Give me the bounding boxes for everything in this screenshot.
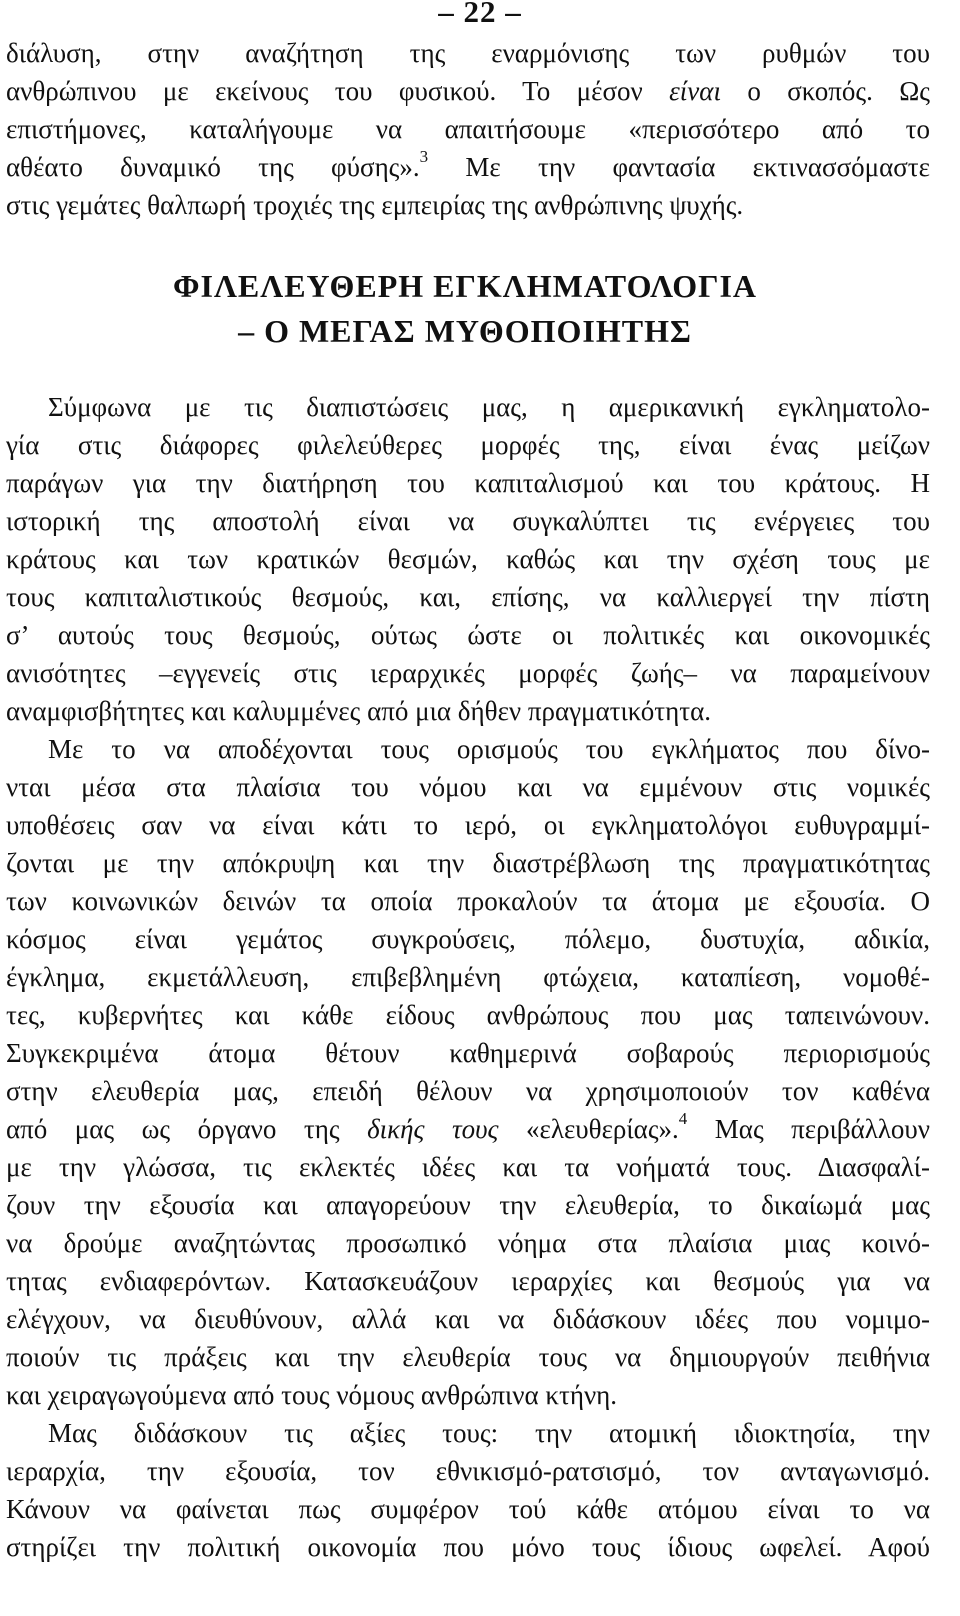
text-segment: Με την φαντασία εκτινασσόμαστε <box>428 152 931 182</box>
text-line: τητας ενδιαφερόντων. Κατασκευάζουν ιεραρχίες και θεσμούς για να <box>6 1266 930 1296</box>
text-line: στηρίζει την πολιτική οικονομία που μόνο τους ίδιους ωφελεί. Αφού <box>6 1532 930 1562</box>
text-line: σ’ αυτούς τους θεσμούς, ούτως ώστε οι πολιτικές και οικονομικές <box>6 620 930 650</box>
footnote-marker: 3 <box>419 147 429 166</box>
italic-text: δικής τους <box>367 1114 499 1144</box>
text-segment: από μας ως όργανο της <box>6 1114 368 1144</box>
text-line: Μας διδάσκουν τις αξίες τους: την ατομική ιδιοκτησία, την <box>48 1418 930 1448</box>
italic-text: είναι <box>669 76 721 106</box>
text-line: τες, κυβερνήτες και κάθε είδους ανθρώπους που μας ταπεινώνουν. <box>6 1000 930 1030</box>
text-line: ζονται με την απόκρυψη και την διαστρέβλωση της πραγματικότητας <box>6 848 930 878</box>
text-line: τους καπιταλιστικούς θεσμούς, και, επίσης, να καλλιεργεί την πίστη <box>6 582 930 612</box>
body-text <box>6 388 930 1566</box>
text-line: διάλυση, στην αναζήτηση της εναρμόνισης των ρυθμών του <box>6 38 930 68</box>
text-line: ζουν την εξουσία και απαγορεύουν την ελευθερία, το δικαίωμά μας <box>6 1190 930 1220</box>
text-line <box>6 72 930 110</box>
text-line: ιστορική της αποστολή είναι να συγκαλύπτει τις ενέργειες του <box>6 506 930 536</box>
text-line: Κάνουν να φαίνεται πως συμφέρον τού κάθε ατόμου είναι το να <box>6 1494 930 1524</box>
text-line: κράτους και των κρατικών θεσμών, καθώς και την σχέση τους με <box>6 544 930 574</box>
text-line: Σύμφωνα με τις διαπιστώσεις μας, η αμερικανική εγκληματολο- <box>48 392 930 422</box>
text-line: ελέγχουν, να διευθύνουν, αλλά και να διδάσκουν ιδέες που νομιμο- <box>6 1304 930 1334</box>
text-line: νται μέσα στα πλαίσια του νόμου και να εμμένουν στις νομικές <box>6 772 930 802</box>
text-line: έγκλημα, εκμετάλλευση, επιβεβλημένη φτώχεια, καταπίεση, νομοθέ- <box>6 962 930 992</box>
text-line: και χειραγωγούμενα από τους νόμους ανθρώπινα κτήνη. <box>6 1380 618 1410</box>
section-subheading: – Ο ΜΕΓΑΣ ΜΥΘΟΠΟΙΗΤΗΣ <box>238 313 692 349</box>
text-line: επιστήμονες, καταλήγουμε να απαιτήσουμε «περισσότερο από το <box>6 114 930 144</box>
page-number: – 22 – <box>438 0 522 29</box>
text-line: Με το να αποδέχονται τους ορισμούς του εγκλήματος που δίνο- <box>48 734 930 764</box>
text-segment: Μας περιβάλλουν <box>687 1114 931 1144</box>
text-line: κόσμος είναι γεμάτος συγκρούσεις, πόλεμο, δυστυχία, αδικία, <box>6 924 930 954</box>
section-heading: ΦΙΛΕΛΕΥΘΕΡΗ ΕΓΚΛΗΜΑΤΟΛΟΓΙΑ <box>173 268 757 304</box>
text-segment: ανθρώπινου με εκείνους του φυσικού. Το μέσον <box>6 76 670 106</box>
text-line: Συγκεκριμένα άτομα θέτουν καθημερινά σοβαρούς περιορισμούς <box>6 1038 930 1068</box>
text-line: στις γεμάτες θαλπωρή τροχιές της εμπειρίας της ανθρώπινης ψυχής. <box>6 190 744 220</box>
text-segment: «ελευθερίας». <box>498 1114 679 1144</box>
text-segment: αθέατο δυναμικό της φύσης». <box>6 152 420 182</box>
text-line: με την γλώσσα, τις εκλεκτές ιδέες και τα νοήματά τους. Διασφαλί- <box>6 1152 930 1182</box>
footnote-marker: 4 <box>678 1109 688 1128</box>
text-line: παράγων για την διατήρηση του καπιταλισμού και του κράτους. Η <box>6 468 930 498</box>
text-segment: ο σκοπός. Ως <box>720 76 930 106</box>
text-line: υποθέσεις σαν να είναι κάτι το ιερό, οι εγκληματολόγοι ευθυγραμμί- <box>6 810 930 840</box>
text-line <box>6 148 930 186</box>
text-line: στην ελευθερία μας, επειδή θέλουν να χρησιμοποιούν τον καθένα <box>6 1076 930 1106</box>
text-line: ανισότητες –εγγενείς στις ιεραρχικές μορφές ζωής– να παραμείνουν <box>6 658 930 688</box>
text-line: να δρούμε αναζητώντας προσωπικό νόημα στα πλαίσια μιας κοινό- <box>6 1228 930 1258</box>
text-line <box>6 1110 930 1148</box>
text-line: ποιούν τις πράξεις και την ελευθερία τους να δημιουργούν πειθήνια <box>6 1342 930 1372</box>
text-line: αναμφισβήτητες και καλυμμένες από μια δήθεν πραγματικότητα. <box>6 696 712 726</box>
text-line: των κοινωνικών δεινών τα οποία προκαλούν τα άτομα με εξουσία. Ο <box>6 886 930 916</box>
text-line: γία στις διάφορες φιλελεύθερες μορφές της, είναι ένας μείζων <box>6 430 930 460</box>
intro-paragraph <box>6 34 930 224</box>
text-line: ιεραρχία, την εξουσία, τον εθνικισμό-ρατσισμό, τον ανταγωνισμό. <box>6 1456 930 1486</box>
